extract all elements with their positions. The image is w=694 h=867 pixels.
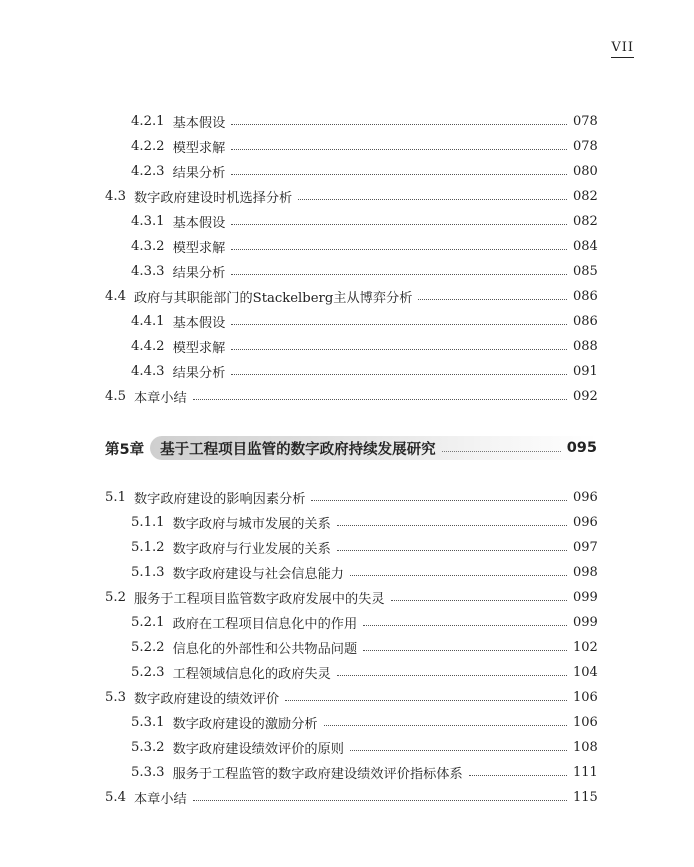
section-title: 数字政府建设的激励分析 [172, 716, 318, 732]
section-title: 结果分析 [172, 265, 226, 281]
section-number: 4.2.2 [131, 138, 165, 154]
dot-leader [193, 398, 567, 400]
dot-leader [350, 749, 567, 751]
section-number: 5.1.2 [131, 539, 165, 555]
dot-leader [285, 699, 567, 701]
toc-entry[interactable] [105, 686, 597, 708]
toc-entry[interactable] [105, 586, 597, 608]
dot-leader [231, 223, 567, 225]
dot-leader [363, 649, 567, 651]
section-number: 5.1.1 [131, 514, 165, 530]
section-title: 服务于工程项目监管数字政府发展中的失灵 [133, 591, 385, 607]
page-ref: 086 [573, 288, 598, 304]
section-number: 4.4.2 [131, 338, 165, 354]
chapter-dot-leader [442, 450, 561, 452]
dot-leader [350, 574, 567, 576]
dot-leader [231, 323, 567, 325]
page-ref: 091 [573, 363, 598, 379]
dot-leader [231, 373, 567, 375]
page-ref: 086 [573, 313, 598, 329]
toc-entry[interactable] [105, 385, 597, 407]
page-ref: 108 [573, 739, 598, 755]
page-ref: 080 [573, 163, 598, 179]
section-title: 结果分析 [172, 365, 226, 381]
section-number: 5.3.2 [131, 739, 165, 755]
toc-entry[interactable] [105, 611, 597, 633]
toc-entry[interactable] [105, 486, 597, 508]
dot-leader [324, 724, 567, 726]
chapter-page-number: 095 [566, 440, 597, 456]
section-title: 数字政府建设与社会信息能力 [172, 566, 344, 582]
section-number: 4.4.1 [131, 313, 165, 329]
section-number: 5.3.1 [131, 714, 165, 730]
toc-entry[interactable] [105, 511, 597, 533]
page-ref: 106 [573, 714, 598, 730]
section-title: 工程领域信息化的政府失灵 [172, 666, 331, 682]
section-title: 数字政府建设的绩效评价 [133, 691, 280, 707]
page-ref: 092 [573, 388, 598, 404]
dot-leader [311, 499, 567, 501]
toc-entry[interactable] [105, 235, 597, 257]
section-number: 4.3.3 [131, 263, 165, 279]
toc-entry[interactable] [105, 711, 597, 733]
section-title: 模型求解 [172, 240, 226, 256]
section-title: 结果分析 [172, 165, 226, 181]
section-title: 模型求解 [172, 140, 226, 156]
toc-entry[interactable] [105, 310, 597, 332]
page-ref: 078 [573, 138, 598, 154]
chapter-title: 基于工程项目监管的数字政府持续发展研究 [160, 441, 436, 458]
dot-leader [469, 774, 567, 776]
chapter-heading[interactable] [105, 436, 597, 460]
section-number: 5.3.3 [131, 764, 165, 780]
dot-leader [231, 348, 567, 350]
dot-leader [231, 248, 567, 250]
page-ref: 115 [573, 789, 598, 805]
page-number: VII [611, 40, 634, 58]
dot-leader [231, 123, 567, 125]
section-title: 数字政府建设时机选择分析 [133, 190, 293, 206]
section-title: 政府在工程项目信息化中的作用 [172, 616, 358, 632]
dot-leader [231, 173, 567, 175]
section-title: 模型求解 [172, 340, 226, 356]
dot-leader [337, 524, 567, 526]
dot-leader [391, 599, 567, 601]
page-ref: 097 [573, 539, 598, 555]
toc-entry[interactable] [105, 661, 597, 683]
section-number: 4.5 [105, 388, 126, 404]
section-number: 5.4 [105, 789, 126, 805]
chapter-label: 第5章 [105, 441, 145, 458]
section-title: 本章小结 [133, 390, 187, 406]
section-number: 5.1 [105, 489, 126, 505]
section-number: 4.3.2 [131, 238, 165, 254]
toc-entry[interactable] [105, 561, 597, 583]
toc-entry[interactable] [105, 636, 597, 658]
chapter-band [150, 436, 597, 460]
section-title: 服务于工程监管的数字政府建设绩效评价指标体系 [172, 766, 463, 782]
toc-entry[interactable] [105, 285, 597, 307]
toc-entry[interactable] [105, 260, 597, 282]
page-ref: 085 [573, 263, 598, 279]
toc-entry[interactable] [105, 736, 597, 758]
dot-leader [298, 198, 567, 200]
toc-entry[interactable] [105, 210, 597, 232]
page-ref: 102 [573, 639, 598, 655]
section-title: 基本假设 [172, 315, 226, 331]
dot-leader [231, 273, 567, 275]
dot-leader [418, 298, 567, 300]
toc-entry[interactable] [105, 160, 597, 182]
toc-entry[interactable] [105, 185, 597, 207]
section-number: 4.3.1 [131, 213, 165, 229]
section-number: 4.4.3 [131, 363, 165, 379]
toc-entry[interactable] [105, 786, 597, 808]
section-number: 5.2.2 [131, 639, 165, 655]
section-title: 基本假设 [172, 115, 226, 131]
section-number: 4.2.3 [131, 163, 165, 179]
section-title: 本章小结 [133, 791, 187, 807]
section-title: 数字政府建设绩效评价的原则 [172, 741, 344, 757]
section-title: 信息化的外部性和公共物品问题 [172, 641, 358, 657]
section-title: 数字政府与行业发展的关系 [172, 541, 331, 557]
section-number: 5.2 [105, 589, 126, 605]
dot-leader [337, 674, 567, 676]
section-title: 数字政府与城市发展的关系 [172, 516, 331, 532]
dot-leader [337, 549, 567, 551]
toc-entry[interactable] [105, 135, 597, 157]
section-number: 5.3 [105, 689, 126, 705]
page-ref: 096 [573, 514, 598, 530]
toc-entry[interactable] [105, 335, 597, 357]
page-ref: 084 [573, 238, 598, 254]
section-number: 5.2.1 [131, 614, 165, 630]
toc-entry[interactable] [105, 761, 597, 783]
page-ref: 082 [573, 213, 598, 229]
dot-leader [193, 799, 567, 801]
section-title: 基本假设 [172, 215, 226, 231]
page-ref: 099 [573, 589, 598, 605]
page-ref: 106 [573, 689, 598, 705]
section-number: 4.2.1 [131, 113, 165, 129]
toc-entry[interactable] [105, 110, 597, 132]
page-ref: 096 [573, 489, 598, 505]
section-number: 5.1.3 [131, 564, 165, 580]
page-ref: 098 [573, 564, 598, 580]
section-number: 5.2.3 [131, 664, 165, 680]
page-ref: 111 [573, 764, 598, 780]
page-ref: 088 [573, 338, 598, 354]
page-ref: 078 [573, 113, 598, 129]
section-number: 4.3 [105, 188, 126, 204]
dot-leader [363, 624, 567, 626]
page-ref: 104 [573, 664, 598, 680]
toc-entry[interactable] [105, 536, 597, 558]
section-title: 政府与其职能部门的Stackelberg主从博弈分析 [133, 290, 413, 306]
dot-leader [231, 148, 567, 150]
page-ref: 082 [573, 188, 598, 204]
page-ref: 099 [573, 614, 598, 630]
section-title: 数字政府建设的影响因素分析 [133, 491, 306, 507]
toc-entry[interactable] [105, 360, 597, 382]
section-number: 4.4 [105, 288, 126, 304]
